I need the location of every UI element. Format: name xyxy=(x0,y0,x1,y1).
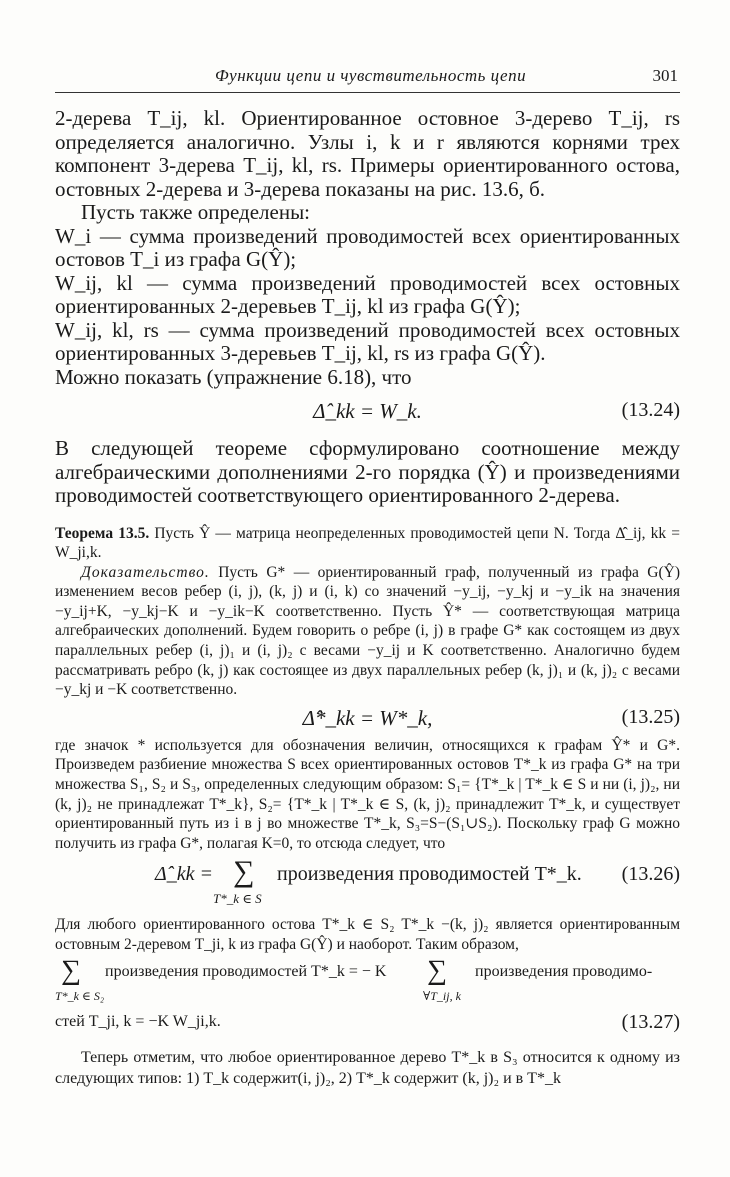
paragraph-6: Можно показать (упражнение 6.18), что xyxy=(55,364,412,389)
proof-text: Пусть G* — ориентированный граф, полученный из графа G(Ŷ) изменением весов ребер (i, j), (k, j) и (i, k) со значений −y_ij, −y_kj и −y_ik на значения −y_ij+K, −y_kj−K и −y_ik−K соответственно. Пусть Ŷ* — соответствующая матрица алгебраических дополнений. Будем говорить о ребре (i, j) в графе G* как состоящем из двух параллельных ребер (i, j)₁ и (i, j)₂ с весами −y_ij и K соответственно. Аналогично будем рассматривать ребро (k, j) как состоящее из двух параллельных ребер (k, j)₁ и (k, j)₂ с весами −y_kj и −K соответственно. xyxy=(55,563,680,699)
eq4-part-1: произведения проводимостей T*_k = − K xyxy=(105,962,387,980)
theorem-13-5 xyxy=(55,524,680,563)
eq4-continuation: стей T_ji, k = −K W_ji,k. xyxy=(55,1012,221,1030)
eq3-sum-sub: T*_k ∈ S xyxy=(213,891,262,907)
page-number: 301 xyxy=(652,66,678,85)
sum-symbol-2: ∑ xyxy=(427,954,447,986)
eq3-rhs: произведения проводимостей T*_k. xyxy=(277,863,582,886)
equation-number: (13.26) xyxy=(621,863,680,886)
equation-13-24 xyxy=(55,389,680,433)
sum-symbol: ∑ xyxy=(233,855,255,889)
equation-formula: Δ̂_kk = W_k. xyxy=(313,399,422,423)
running-header xyxy=(55,62,680,93)
proof-label: Доказательство. xyxy=(81,563,210,581)
eq4-part-2: произведения проводимо- xyxy=(475,962,653,980)
equation-number: (13.24) xyxy=(621,399,680,421)
sum-symbol-1: ∑ xyxy=(61,954,81,986)
theorem-label: Теорема 13.5. xyxy=(55,524,150,542)
definition-wijkl: W_ij, kl — сумма произведений проводимостей всех остовных ориентированных 2-деревьев T_ij, kl из графа G(Ŷ); xyxy=(55,270,680,318)
page xyxy=(55,62,680,1089)
equation-number: (13.27) xyxy=(621,1010,680,1033)
eq4-sub-1: T*_k ∈ S₂ xyxy=(55,988,105,1003)
paragraph-10: Теперь отметим, что любое ориентированное дерево T*_k в S₃ относится к одному из следующих типов: 1) T_k содержит(i, j)₂, 2) T*_k содержит (k, j)₂ и в T*_k xyxy=(55,1048,680,1087)
header-title: Функции цепи и чувствительность цепи xyxy=(215,66,527,85)
paragraph-9: Для любого ориентированного остова T*_k ∈ S₂ T*_k −(k, j)₂ является ориентированным остовным 2-деревом T_ji, k из графа G(Ŷ) и наоборот. Таким образом, xyxy=(55,916,680,953)
definition-wijklrs: W_ij, kl, rs — сумма произведений проводимостей всех остовных ориентированных 3-деревьев T_ij, kl, rs из графа G(Ŷ). xyxy=(55,317,680,365)
equation-13-26 xyxy=(55,853,680,915)
equation-number: (13.25) xyxy=(621,705,680,728)
eq4-sub-2: ∀T_ij, k xyxy=(423,988,461,1003)
eq3-lhs: Δ̂_kk = xyxy=(155,863,213,886)
equation-13-27 xyxy=(55,955,680,1047)
equation-formula: Δ̂*_kk = W*_k, xyxy=(302,705,433,730)
paragraph-2: Пусть также определены: xyxy=(81,200,311,224)
paragraph-7: В следующей теореме сформулировано соотношение между алгебраическими дополнениями 2-го порядка (Ŷ) и произведениями проводимостей соответствующего ориентированного 2-дерева. xyxy=(55,436,680,507)
definition-wi: W_i — сумма произведений проводимостей всех ориентированных остовов T_i из графа G(Ŷ); xyxy=(55,223,680,271)
paragraph-1: 2-дерева T_ij, kl. Ориентированное остовное 3-дерево T_ij, rs определяется аналогично. Узлы i, k и r являются корнями трех компонент 3-дерева T_ij, kl, rs. Примеры ориентированного остова, остовных 2-дерева и 3-дерева показаны на рис. 13.6, б. xyxy=(55,106,680,201)
equation-13-25 xyxy=(55,700,680,736)
proof xyxy=(55,563,680,700)
paragraph-8: где значок * используется для обозначения величин, относящихся к графам Ŷ* и G*. Произведем разбиение множества S всех ориентированных остовов T*_k из графа G* на три множества S₁, S₂ и S₃, определенных следующим образом: S₁= {T*_k | T*_k ∈ S и ни (i, j)₂, ни (k, j)₂ не принадлежат T*_k}, S₂= {T*_k | T*_k ∈ S, (k, j)₂ принадлежит T*_k, и существует ориентированный путь из i в j во множестве T*_k, S₃=S−(S₁∪S₂). Поскольку граф G можно получить из графа G*, полагая K=0, то отсюда следует, что xyxy=(55,736,680,852)
theorem-text: Пусть Ŷ — матрица неопределенных проводимостей цепи N. Тогда Δ̂_ij, kk = W_ji,k. xyxy=(55,524,680,562)
